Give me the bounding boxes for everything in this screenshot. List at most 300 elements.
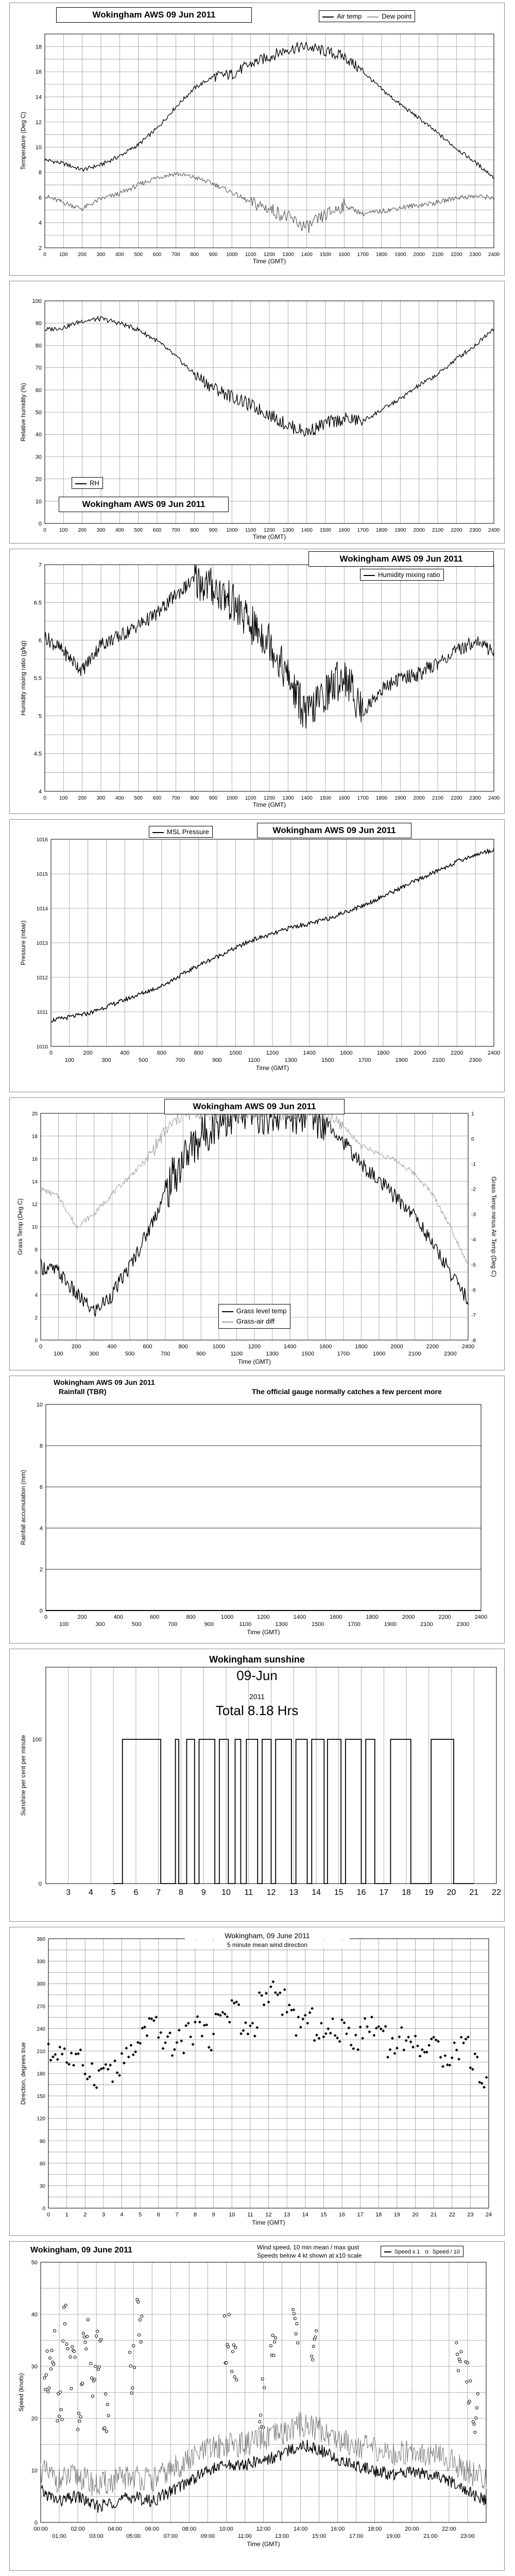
data-point xyxy=(137,2301,140,2303)
y-tick-label: 1013 xyxy=(36,941,48,946)
data-point xyxy=(421,2048,424,2051)
chart-year: 2011 xyxy=(249,1692,265,1701)
x-tick-label: 1400 xyxy=(283,1344,297,1350)
data-point xyxy=(127,2055,130,2058)
chart-grass-temp xyxy=(9,1097,505,1370)
data-point xyxy=(315,2329,318,2332)
data-point xyxy=(361,2037,364,2040)
chart-subtitle: 5 minute mean wind direction xyxy=(185,1941,350,1948)
legend-swatch-grass-air-diff xyxy=(222,1321,233,1323)
x-tick-label: 1700 xyxy=(337,1351,350,1357)
legend xyxy=(381,2246,464,2257)
data-point xyxy=(342,2021,346,2024)
data-point xyxy=(105,2393,107,2395)
data-point xyxy=(437,2040,440,2043)
data-point xyxy=(86,2077,89,2080)
data-point xyxy=(93,2083,96,2087)
data-point xyxy=(225,2361,228,2364)
chart-title: Wokingham AWS 09 Jun 2011 xyxy=(164,1099,345,1114)
x-tick-label: 1100 xyxy=(248,1057,260,1063)
chart-title: Wokingham, 09 June 2011 xyxy=(30,2246,133,2255)
x-tick-label: 1600 xyxy=(338,795,350,801)
data-point xyxy=(64,2304,67,2307)
data-point xyxy=(276,1993,279,1996)
x-tick-label: 100 xyxy=(59,252,68,258)
y-axis-label: Grass Temp (Deg C) xyxy=(16,1198,24,1255)
x-tick-label: 2200 xyxy=(438,1614,451,1620)
data-point xyxy=(391,2037,394,2040)
data-point xyxy=(466,2381,468,2383)
data-point xyxy=(196,2015,199,2018)
chart-subtitle: Wind speed, 10 min mean / max gust xyxy=(257,2244,359,2251)
x-tick-label: 1300 xyxy=(282,252,294,258)
x-tick-label: 600 xyxy=(157,1050,167,1056)
data-point xyxy=(375,2027,378,2030)
y-tick-label: 16 xyxy=(31,1157,38,1162)
y-tick-label: 4 xyxy=(35,1293,38,1298)
x-tick-label: 500 xyxy=(134,252,143,258)
data-point xyxy=(443,2054,447,2057)
data-point xyxy=(476,2393,479,2395)
x-tick-label: 2300 xyxy=(469,252,481,258)
x-tick-label: 0 xyxy=(49,1050,53,1056)
y-tick-label: 20 xyxy=(35,476,42,483)
y-tick-label: 180 xyxy=(37,2071,45,2077)
x-tick-label: 1700 xyxy=(357,252,369,258)
x-tick-label: 300 xyxy=(101,1057,111,1063)
x-tick-label: 1000 xyxy=(229,1050,242,1056)
y-axis-label: Relative humidity (%) xyxy=(20,383,27,442)
data-point xyxy=(91,2377,93,2379)
legend-label-gust: Speed / 10 xyxy=(432,2249,460,2255)
x-tick-label: 2100 xyxy=(420,1621,433,1628)
data-point xyxy=(56,2419,59,2422)
x-tick-label: 900 xyxy=(212,1057,222,1063)
x-tick-label: 09:00 xyxy=(200,2533,215,2539)
x-tick-label: 800 xyxy=(190,795,199,801)
data-point xyxy=(386,2056,389,2059)
data-point xyxy=(455,2342,458,2344)
data-point xyxy=(189,2035,192,2038)
x-tick-label: 900 xyxy=(209,528,218,533)
x-tick-label: 9 xyxy=(212,2212,215,2218)
x-tick-label: 900 xyxy=(209,795,218,801)
x-tick-label: 17 xyxy=(379,1888,389,1897)
data-point xyxy=(129,2044,132,2047)
y-tick-label: 6 xyxy=(38,195,42,201)
y-tick-label: 50 xyxy=(31,2260,38,2266)
data-point xyxy=(430,2038,433,2041)
y-tick-label: 5 xyxy=(38,713,42,720)
x-tick-label: 1400 xyxy=(301,252,313,258)
data-point xyxy=(230,1999,233,2002)
data-point xyxy=(313,2039,316,2042)
data-point xyxy=(106,2403,109,2406)
data-point xyxy=(294,2317,296,2320)
data-point xyxy=(61,2418,63,2421)
x-tick-label: 1700 xyxy=(358,1057,371,1063)
data-point xyxy=(320,2022,323,2025)
y-tick-label: 12 xyxy=(35,119,42,126)
data-point xyxy=(258,1991,261,1994)
x-tick-label: 1000 xyxy=(226,528,238,533)
x-axis-label: Time (GMT) xyxy=(252,258,286,265)
data-point xyxy=(226,2015,229,2018)
x-tick-label: 800 xyxy=(186,1614,196,1620)
data-point xyxy=(259,2420,261,2423)
legend xyxy=(218,1304,290,1329)
x-tick-label: 1100 xyxy=(239,1621,252,1628)
x-tick-label: 600 xyxy=(152,252,162,258)
x-tick-label: 1200 xyxy=(263,252,276,258)
x-tick-label: 10 xyxy=(229,2212,235,2218)
y-tick-label: 10 xyxy=(31,1225,38,1230)
x-tick-label: 0 xyxy=(43,252,46,258)
data-point xyxy=(44,2388,46,2391)
y-tick-label: 8 xyxy=(39,1443,43,1449)
x-tick-label: 04:00 xyxy=(108,2526,122,2532)
data-point xyxy=(58,2415,60,2417)
chart-title: Wokingham AWS 09 Jun 2011 xyxy=(257,823,411,838)
data-point xyxy=(301,2018,304,2021)
data-point xyxy=(111,2080,114,2083)
x-tick-label: 200 xyxy=(71,1344,81,1350)
data-point xyxy=(274,2336,277,2339)
x-tick-label: 20 xyxy=(412,2212,419,2218)
x-tick-label: 2300 xyxy=(469,1057,482,1063)
data-point xyxy=(95,2335,98,2337)
x-tick-label: 400 xyxy=(120,1050,130,1056)
y-axis-label: Pressure (mbar) xyxy=(20,920,27,965)
y-axis-label: Humidity mixing ratio (g/kg) xyxy=(20,640,27,716)
x-tick-label: 1300 xyxy=(284,1057,298,1063)
y-tick-label: 60 xyxy=(39,2161,45,2167)
data-point xyxy=(473,2423,475,2426)
data-point xyxy=(228,2313,230,2316)
x-tick-label: 3 xyxy=(66,1888,71,1897)
x-tick-label: 8 xyxy=(179,1888,183,1897)
x-tick-label: 1200 xyxy=(266,1050,279,1056)
y-tick-label: -4 xyxy=(471,1237,476,1243)
y-tick-label: -1 xyxy=(471,1161,476,1167)
data-point xyxy=(48,2387,50,2389)
x-tick-label: 700 xyxy=(171,252,180,258)
x-tick-label: 800 xyxy=(178,1344,188,1350)
data-point xyxy=(96,2330,98,2332)
x-tick-label: 21 xyxy=(431,2212,437,2218)
data-point xyxy=(460,2036,463,2039)
x-tick-label: 1900 xyxy=(372,1351,386,1357)
x-tick-label: 1600 xyxy=(338,252,350,258)
data-point xyxy=(76,2428,79,2431)
data-point xyxy=(95,2086,98,2089)
y-axis-label-right: Grass Temp minus Air Temp (Deg C) xyxy=(490,1176,497,1277)
data-point xyxy=(70,2052,73,2055)
x-tick-label: 2400 xyxy=(488,528,500,533)
x-tick-label: 200 xyxy=(83,1050,93,1056)
data-point xyxy=(56,2058,59,2061)
data-point xyxy=(63,2323,66,2325)
x-tick-label: 1500 xyxy=(311,1621,324,1628)
y-tick-label: 16 xyxy=(35,69,42,76)
data-point xyxy=(297,2342,299,2344)
data-point xyxy=(485,2076,488,2079)
chart-title: Wokingham, 09 June 2011 xyxy=(185,1931,350,1940)
data-point xyxy=(94,2365,97,2368)
data-point xyxy=(69,2355,72,2358)
legend-label-speed: Speed x 1 xyxy=(394,2249,420,2255)
data-point xyxy=(87,2318,89,2321)
x-tick-label: 1200 xyxy=(248,1344,261,1350)
data-point xyxy=(285,2011,288,2014)
data-point xyxy=(311,2355,313,2358)
data-point xyxy=(352,2047,355,2050)
y-tick-label: 4.5 xyxy=(33,751,42,757)
x-tick-label: 1800 xyxy=(366,1614,379,1620)
chart-mixing-ratio xyxy=(9,549,505,814)
y-tick-label: 20 xyxy=(31,2416,38,2422)
y-axis-label: Speed (knots) xyxy=(18,2373,25,2412)
x-tick-label: 18 xyxy=(375,2212,382,2218)
x-tick-label: 20 xyxy=(447,1888,456,1897)
y-tick-label: -3 xyxy=(471,1212,476,1218)
y-tick-label: 0 xyxy=(42,2206,45,2212)
data-point xyxy=(49,2059,52,2062)
data-point xyxy=(52,2055,55,2058)
data-point xyxy=(466,2361,469,2364)
x-tick-label: 1600 xyxy=(330,1614,342,1620)
x-tick-label: 6 xyxy=(133,1888,139,1897)
x-tick-label: 1700 xyxy=(348,1621,360,1628)
data-point xyxy=(58,2046,61,2049)
x-tick-label: 200 xyxy=(77,1614,87,1620)
x-tick-label: 300 xyxy=(96,795,106,801)
x-tick-label: 1600 xyxy=(340,1050,353,1056)
chart-sunshine xyxy=(9,1649,505,1922)
x-tick-label: 500 xyxy=(134,528,143,533)
x-tick-label: 2000 xyxy=(413,252,425,258)
data-point xyxy=(334,2034,337,2037)
x-tick-label: 02:00 xyxy=(71,2526,85,2532)
data-point xyxy=(411,2045,415,2048)
data-point xyxy=(263,2386,266,2389)
data-point xyxy=(451,2056,454,2059)
y-tick-label: 30 xyxy=(35,454,42,461)
data-point xyxy=(242,2029,245,2032)
x-tick-label: 20:00 xyxy=(405,2526,419,2532)
data-point xyxy=(244,2021,247,2024)
x-tick-label: 600 xyxy=(150,1614,160,1620)
data-point xyxy=(84,2341,87,2344)
y-tick-label: 70 xyxy=(35,365,42,371)
x-tick-label: 15:00 xyxy=(312,2533,327,2539)
data-point xyxy=(116,2071,119,2074)
y-tick-label: 0 xyxy=(34,2520,38,2526)
x-tick-label: 14 xyxy=(312,1888,321,1897)
y-tick-label: 8 xyxy=(38,170,42,176)
data-point xyxy=(61,2053,64,2056)
data-point xyxy=(372,2034,375,2037)
y-tick-label: 1014 xyxy=(36,906,48,912)
x-tick-label: 1900 xyxy=(384,1621,397,1628)
x-tick-label: 200 xyxy=(78,528,87,533)
data-point xyxy=(315,2033,318,2037)
data-point xyxy=(67,2063,71,2066)
chart-subtitle: Rainfall (TBR) xyxy=(59,1387,107,1396)
y-tick-label: 30 xyxy=(39,2183,45,2190)
data-point xyxy=(249,2024,252,2027)
y-tick-label: 14 xyxy=(35,94,42,101)
y-tick-label: 1010 xyxy=(36,1044,48,1050)
data-point xyxy=(170,2054,174,2057)
x-tick-label: 1100 xyxy=(230,1351,243,1357)
x-tick-label: 2200 xyxy=(451,795,462,801)
data-point xyxy=(81,2382,83,2384)
chart-pressure xyxy=(9,819,505,1092)
x-tick-label: 1300 xyxy=(266,1351,279,1357)
x-tick-label: 4 xyxy=(120,2212,124,2218)
data-point xyxy=(198,2021,201,2024)
y-tick-label: 2 xyxy=(38,245,42,251)
x-tick-label: 100 xyxy=(59,528,68,533)
x-tick-label: 2000 xyxy=(413,528,425,533)
data-point xyxy=(152,2019,156,2022)
data-point xyxy=(129,2365,132,2367)
chart-wind-speed xyxy=(9,2241,505,2571)
data-point xyxy=(251,2022,254,2025)
data-point xyxy=(475,2406,478,2409)
data-point xyxy=(47,2042,50,2045)
legend xyxy=(149,826,213,838)
data-point xyxy=(427,2044,431,2047)
x-tick-label: 17:00 xyxy=(349,2533,364,2539)
data-point xyxy=(53,2329,56,2332)
x-tick-label: 8 xyxy=(193,2212,197,2218)
x-tick-label: 2200 xyxy=(426,1344,439,1350)
data-point xyxy=(77,2052,80,2055)
data-point xyxy=(66,2347,69,2350)
data-point xyxy=(82,2332,84,2334)
legend-swatch-rh xyxy=(75,483,87,484)
x-tick-label: 0 xyxy=(44,1614,48,1620)
x-tick-label: 16:00 xyxy=(330,2526,345,2532)
data-point xyxy=(133,2366,135,2369)
y-tick-label: 6.5 xyxy=(33,600,42,606)
y-tick-label: 10 xyxy=(35,144,42,151)
y-tick-label: 300 xyxy=(37,1981,45,1988)
data-point xyxy=(60,2408,62,2411)
data-point xyxy=(214,2012,217,2015)
data-point xyxy=(173,2048,176,2051)
data-point xyxy=(231,2350,234,2353)
x-tick-label: 7 xyxy=(175,2212,179,2218)
data-point xyxy=(182,2052,185,2055)
legend-label-mixing-ratio: Humidity mixing ratio xyxy=(378,571,440,579)
x-tick-label: 12 xyxy=(266,1888,276,1897)
x-tick-label: 600 xyxy=(143,1344,152,1350)
data-point xyxy=(113,2059,116,2062)
legend-label-grass-temp: Grass level temp xyxy=(236,1307,287,1315)
data-point xyxy=(469,2066,472,2070)
x-tick-label: 2200 xyxy=(451,252,462,258)
x-tick-label: 12 xyxy=(265,2212,272,2218)
y-tick-label: 90 xyxy=(39,2139,45,2145)
x-tick-label: 1400 xyxy=(301,795,313,801)
data-point xyxy=(203,2024,206,2027)
x-tick-label: 2100 xyxy=(408,1351,421,1357)
y-tick-label: 1016 xyxy=(36,837,48,843)
data-point xyxy=(260,1994,263,1997)
x-tick-label: 1200 xyxy=(263,795,276,801)
data-point xyxy=(131,2387,134,2389)
legend-label-rh: RH xyxy=(90,479,99,487)
data-point xyxy=(459,2360,461,2363)
y-tick-label: 6 xyxy=(38,637,42,644)
x-tick-label: 1600 xyxy=(338,528,350,533)
x-tick-label: 1300 xyxy=(282,795,294,801)
data-point xyxy=(88,2075,91,2078)
chart-note: The official gauge normally catches a few percent more xyxy=(252,1387,442,1396)
data-point xyxy=(81,2064,84,2067)
data-point xyxy=(86,2335,89,2337)
data-point xyxy=(364,2017,367,2020)
x-tick-label: 600 xyxy=(152,795,162,801)
x-tick-label: 1400 xyxy=(303,1050,316,1056)
x-tick-label: 03:00 xyxy=(89,2533,104,2539)
data-point xyxy=(398,2035,401,2038)
y-tick-label: 20 xyxy=(31,1111,38,1117)
x-tick-label: 2200 xyxy=(451,528,462,533)
y-tick-label: 210 xyxy=(37,2048,45,2055)
x-tick-label: 600 xyxy=(152,528,162,533)
data-point xyxy=(265,1992,268,1995)
data-point xyxy=(368,2030,371,2033)
data-point xyxy=(141,2315,143,2317)
x-tick-label: 400 xyxy=(107,1344,117,1350)
data-point xyxy=(192,2043,195,2046)
data-point xyxy=(345,2032,348,2036)
x-tick-label: 100 xyxy=(59,795,68,801)
y-tick-label: 1012 xyxy=(36,975,48,981)
x-tick-label: 1300 xyxy=(275,1621,288,1628)
x-tick-label: 300 xyxy=(96,252,106,258)
y-tick-label: 100 xyxy=(32,1737,42,1743)
data-point xyxy=(432,2036,435,2039)
data-point xyxy=(91,2062,94,2065)
data-point xyxy=(327,2027,330,2030)
x-tick-label: 1100 xyxy=(245,528,256,533)
data-point xyxy=(281,2013,284,2016)
data-point xyxy=(462,2041,465,2044)
y-tick-label: 40 xyxy=(35,432,42,438)
data-point xyxy=(237,2003,241,2006)
x-tick-label: 1100 xyxy=(245,795,256,801)
y-tick-label: 1011 xyxy=(37,1010,48,1015)
legend xyxy=(72,477,103,489)
chart-humidity xyxy=(9,281,505,544)
x-tick-label: 1800 xyxy=(375,528,388,533)
y-tick-label: 4 xyxy=(38,220,42,227)
y-tick-label: 100 xyxy=(32,298,42,304)
y-tick-label: 18 xyxy=(35,44,42,50)
x-tick-label: 23 xyxy=(467,2212,474,2218)
y-tick-label: 50 xyxy=(35,410,42,416)
y-tick-label: -8 xyxy=(471,1338,476,1344)
x-tick-label: 900 xyxy=(209,252,218,258)
y-tick-label: 80 xyxy=(35,343,42,349)
legend xyxy=(319,10,415,22)
data-point xyxy=(377,2025,380,2028)
